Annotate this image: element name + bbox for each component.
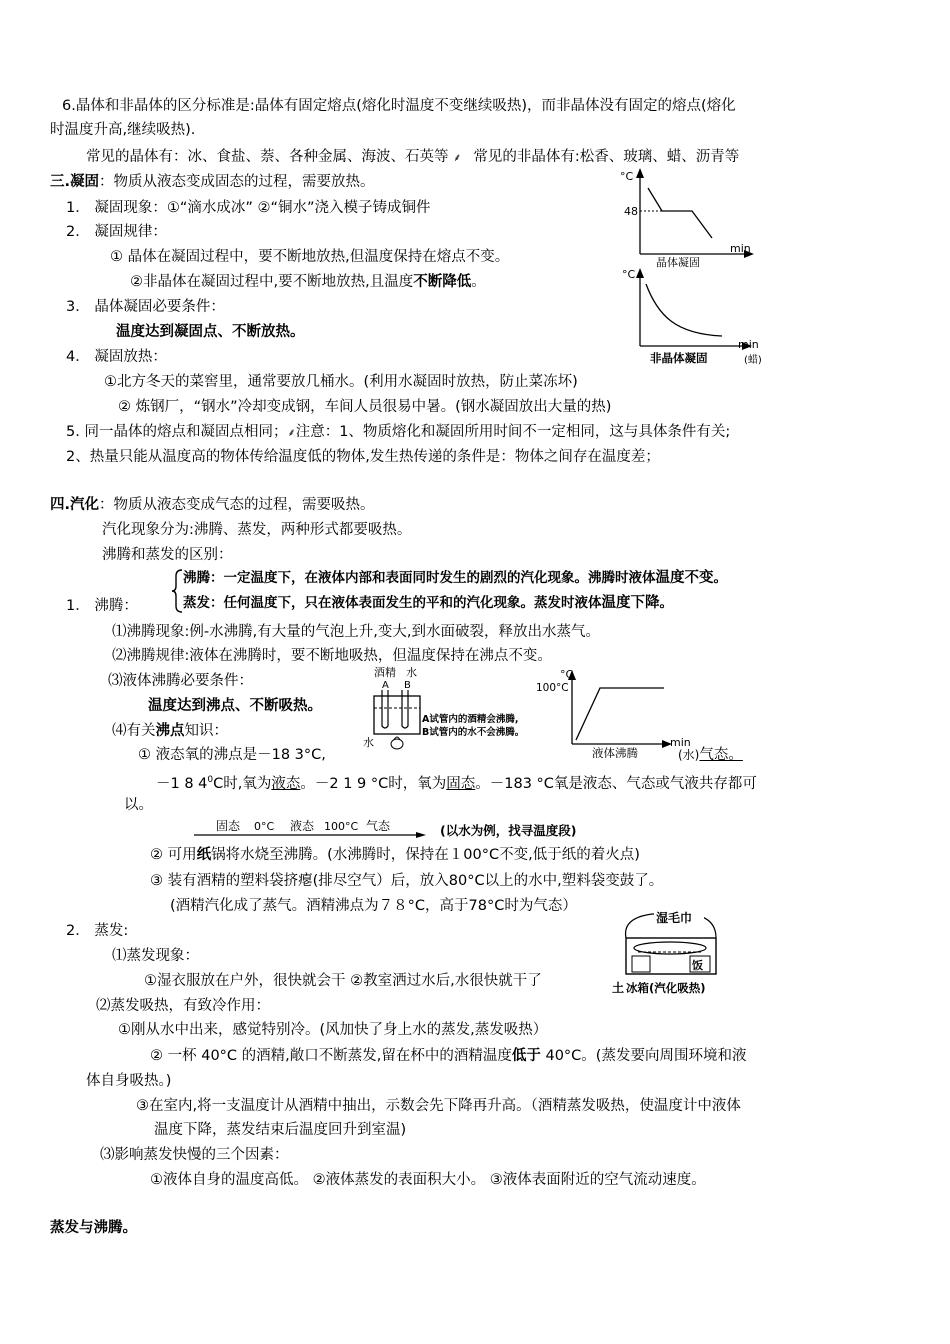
app-note-1: A试管内的酒精会沸腾,	[422, 714, 519, 725]
g2-unit-label: °C	[622, 268, 636, 281]
boiling-apparatus-diagram	[360, 664, 540, 752]
s4-1-4e: ③ 装有酒精的塑料袋挤瘪(排尽空气）后，放入80°C以上的水中,塑料袋变鼓了。	[150, 873, 664, 889]
s4-2-3: ⑶影响蒸发快慢的三个因素：	[100, 1147, 289, 1163]
s4-2-2a: ①刚从水中出来，感觉特别冷。(风加快了身上水的蒸发,蒸发吸热）	[118, 1022, 548, 1038]
s4-item-2: 2． 蒸发:	[66, 923, 129, 939]
boiling-definition	[183, 568, 727, 588]
s4-2-2b-pre: ② 一杯 40°C 的酒精,敞口不断蒸发,留在杯中的酒精温度	[150, 1048, 512, 1064]
app-b-label: B	[404, 680, 411, 691]
g3-100-label: 100°C	[536, 682, 569, 694]
s3-item-3a: 温度达到凝固点、不断放热。	[116, 324, 305, 340]
s4-1-4d-end: 锅将水烧至沸腾。(水沸腾时，保持在１00°C不变,低于纸的着火点)	[211, 847, 640, 863]
common-crystals-text: 常见的晶体有：冰、食盐、萘、各种金属、海波、石英等	[86, 149, 454, 165]
s4-1-2: ⑵沸腾规律:液体在沸腾时，要不断地吸热，但温度保持在沸点不变。	[112, 648, 552, 664]
s4-1-4d-pre: ② 可用	[150, 847, 197, 863]
box-towel-label: 湿毛巾	[656, 911, 693, 925]
app-a-label: A	[382, 680, 389, 691]
evaporation-definition-end: 。	[659, 595, 673, 611]
s3-item-4a: ①北方冬天的菜窖里，通常要放几桶水。(利用水凝固时放热，防止菜冻坏)	[104, 374, 578, 390]
s3-item-5-note: 注意：1、物质熔化和凝固所用时间不一定相同，这与具体条件有关;	[295, 424, 731, 440]
scale-solid-label: 固态	[216, 819, 241, 833]
boiling-definition-end: 。	[713, 570, 727, 586]
scale-note: (以水为例，找寻温度段)	[440, 823, 577, 838]
s4-1-4-pre: ⑷有关	[112, 723, 156, 739]
s3-item-2: 2． 凝固规律：	[66, 224, 167, 240]
s4-2-2d: ③在室内,将一支温度计从酒精中抽出，示数会先下降再升高。（酒精蒸发吸热，使温度计中液体	[136, 1098, 741, 1114]
s4-1-3a: 温度达到沸点、不断吸热。	[148, 698, 322, 714]
s4-1-4a-tail-gas: 气态。	[699, 747, 743, 763]
boiling-definition-text: 沸腾：一定温度下，在液体内部和表面同时发生的剧烈的汽化现象。沸腾时液体	[183, 570, 656, 586]
s4-2-1: ⑴蒸发现象：	[112, 948, 199, 964]
app-shui-label: 水	[363, 736, 374, 749]
s4-2-2e: 温度下降，蒸发结束后温度回升到室温)	[154, 1122, 407, 1138]
boiling-definition-bold: 温度不变	[655, 570, 714, 586]
scale-liquid-label: 液态	[290, 819, 315, 833]
g3-unit-label: °C	[560, 668, 574, 681]
g1-curve	[648, 188, 712, 238]
s4-1-4b-sup: 0	[207, 775, 214, 785]
burner-icon	[391, 739, 403, 749]
s4-1-4b-u2: 固态	[446, 775, 476, 792]
g1-min-label: min	[730, 242, 751, 255]
section-3-desc: ：物质从液态变成固态的过程，需要放热。	[99, 174, 375, 190]
beaker	[374, 696, 420, 734]
s4-2-1a: ①湿衣服放在户外，很快就会干 ②教室洒过水后,水很快就干了	[144, 973, 542, 989]
s4-1-4d	[150, 845, 640, 865]
s4-1-4a: ① 液态氧的沸点是－18 3°C,	[138, 747, 326, 763]
section-4-number: 四.	[50, 497, 71, 513]
s4-2-2c: 体自身吸热。)	[86, 1073, 172, 1089]
g3-min-label: min	[670, 736, 691, 749]
section-3-heading	[50, 172, 375, 192]
g2-curve	[646, 284, 722, 336]
s4-1-4b-1: －1 8 4	[156, 775, 208, 792]
section-4-title: 汽化	[70, 497, 100, 513]
s4-intro-b: 沸腾和蒸发的区别：	[102, 547, 233, 563]
g2-title: 非晶体凝固	[650, 351, 708, 365]
s3-item-2a: ① 晶体在凝固过程中，要不断地放热,但温度保持在熔点不变。	[110, 249, 510, 265]
scale-gas-label: 气态	[366, 819, 391, 833]
s4-item-1: 1． 沸腾：	[66, 598, 138, 614]
app-alcohol-label: 酒精	[374, 666, 396, 679]
line-crystal-criterion-2: 时温度升高,继续吸热).	[50, 122, 196, 138]
section-3-number: 三.	[50, 174, 71, 190]
common-noncrystals-text: 常见的非晶体有:松香、玻璃、蜡、沥青等	[473, 149, 740, 165]
s4-1-4-bold: 沸点	[155, 723, 185, 739]
s3-item-2b-pre: ②非晶体在凝固过程中,要不断地放热,且温度	[130, 274, 414, 290]
section-4-desc: ：物质从液态变成气态的过程，需要吸热。	[99, 497, 375, 513]
section-4-heading	[50, 495, 375, 515]
s4-1-4a-tail-water: (水)	[678, 748, 700, 762]
s4-2-2b-end: 40°C。(蒸发要向周围环境和液	[540, 1048, 747, 1064]
g3-title: 液体沸腾	[592, 746, 638, 758]
s4-1-4-end: 知识：	[184, 723, 228, 739]
amorphous-solidification-graph	[612, 264, 787, 368]
s3-item-2b	[130, 272, 486, 292]
g2-tag: (蜡)	[744, 355, 762, 366]
app-water-label: 水	[406, 666, 417, 679]
s4-1-4f: (酒精汽化成了蒸气。酒精沸点为７８°C，高于78°C时为气态）	[170, 898, 577, 914]
s4-1-4b-4: 。－183 °C氧是液态、气态或气液共存都可	[475, 775, 757, 792]
crystal-solidification-graph	[610, 166, 770, 268]
app-note-2: B试管内的水不会沸腾。	[422, 727, 525, 738]
s4-1-4b	[156, 770, 757, 794]
evaporation-definition	[183, 593, 673, 613]
box-meal-label: 饭	[692, 959, 703, 972]
comparison-brace	[170, 568, 184, 614]
box-caption: 冰箱(汽化吸热)	[626, 981, 706, 995]
evaporation-definition-bold: 温度下降	[601, 595, 660, 611]
g2-min-label: min	[738, 338, 759, 351]
s3-item-4: 4． 凝固放热：	[66, 349, 167, 365]
s4-1-4d-bold: 纸	[196, 847, 212, 863]
s3-item-5	[66, 422, 730, 443]
s4-1-4b-3: 。－2 1 9 °C时，氧为	[300, 775, 447, 792]
s4-2-2b-bold: 低于	[511, 1048, 541, 1064]
s3-item-4b: ② 炼钢厂，“钢水”冷却变成钢，车间人员很易中暑。(钢水凝固放出大量的热)	[118, 399, 612, 415]
s3-item-2b-bold: 不断降低	[413, 274, 472, 290]
s4-1-4b-2: C时,氧为	[213, 775, 272, 792]
g1-unit-label: °C	[620, 170, 634, 183]
s3-item-3: 3． 晶体凝固必要条件：	[66, 299, 225, 315]
line-common-crystals	[86, 147, 739, 168]
evaporation-definition-text: 蒸发：任何温度下，只在液体表面发生的平和的汽化现象。蒸发时液体	[183, 595, 602, 611]
scale-0-label: 0°C	[254, 820, 275, 833]
box-soil-label: 土	[612, 981, 625, 995]
section-3-title: 凝固	[70, 174, 100, 190]
g1-48-label: 48	[624, 205, 638, 218]
s4-1-4	[112, 721, 228, 741]
line-crystal-criterion-1: 6.晶体和非晶体的区分标准是:晶体有固定熔点(熔化时温度不变继续吸热)，而非晶体没有固定的熔点(熔化	[62, 98, 736, 114]
liquid-boiling-graph	[534, 664, 704, 758]
g3-curve	[576, 688, 664, 740]
s4-1-4b-u1: 液态	[271, 775, 301, 792]
s4-2-2: ⑵蒸发吸热，有致冷作用：	[96, 998, 270, 1014]
s3-item-1: 1． 凝固现象：①“滴水成冰” ②“铜水”浇入模子铸成铜件	[66, 200, 431, 216]
s4-1-3: ⑶液体沸腾必要条件：	[108, 673, 253, 689]
s4-1-1: ⑴沸腾现象:例-水沸腾,有大量的气泡上升,变大,到水面破裂，释放出水蒸气。	[112, 624, 600, 640]
section-5-heading: 蒸发与沸腾。	[50, 1220, 137, 1236]
scale-100-label: 100°C	[324, 820, 359, 833]
s4-1-4c: 以。	[124, 797, 153, 813]
s3-item-2b-end: 。	[471, 274, 486, 290]
g1-title: 晶体凝固	[656, 256, 700, 268]
s3-item-5-text: 5. 同一晶体的熔点和凝固点相同；	[66, 424, 288, 440]
s3-item-6: 2、热量只能从温度高的物体传给温度低的物体,发生热传递的条件是：物体之间存在温度差；	[66, 449, 660, 465]
s4-2-2b	[150, 1046, 746, 1066]
mark-icon: ⸙	[453, 151, 462, 164]
s4-intro-a: 汽化现象分为:沸腾、蒸发，两种形式都要吸热。	[102, 522, 412, 538]
mark-icon: ⸙	[287, 426, 296, 439]
wet-towel-cooler-diagram	[612, 908, 730, 998]
s4-2-3a: ①液体自身的温度高低。 ②液体蒸发的表面积大小。 ③液体表面附近的空气流动速度。	[150, 1172, 706, 1188]
